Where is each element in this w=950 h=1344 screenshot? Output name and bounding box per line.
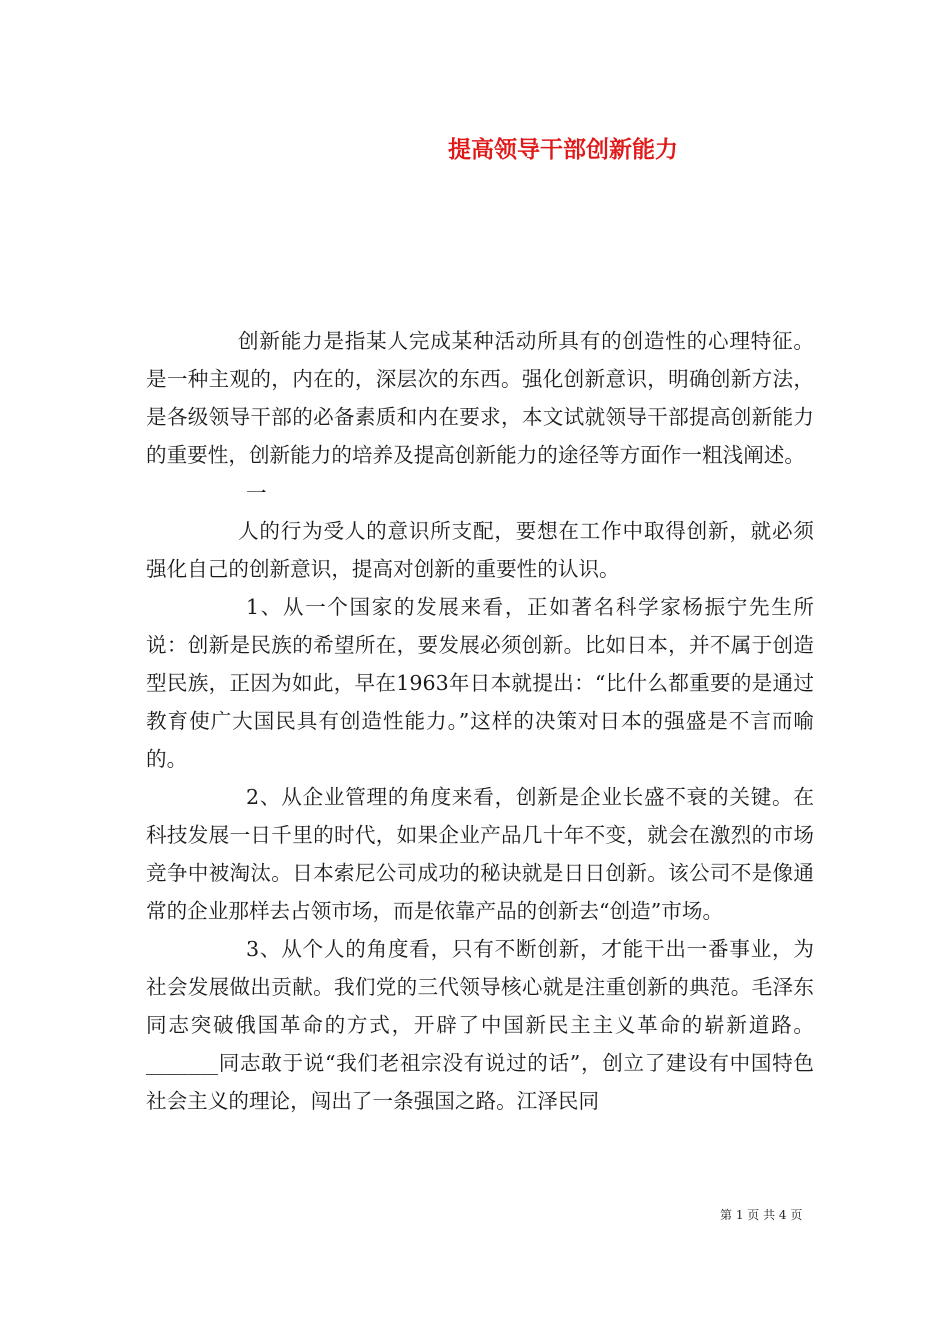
document-body [146, 322, 814, 1120]
intro-paragraph: 创新能力是指某人完成某种活动所具有的创造性的心理特征。是一种主观的，内在的，深层次的东西。强化创新意识，明确创新方法，是各级领导干部的必备素质和内在要求，本文试就领导干部提高创新能力的重要性，创新能力的培养及提高创新能力的途径等方面作一粗浅阐述。 [146, 329, 814, 467]
page-footer: 第 1 页 共 4 页 [720, 1208, 803, 1222]
document-title: 提高领导干部创新能力 [448, 136, 678, 163]
paragraph-point-2: 2、从企业管理的角度来看，创新是企业长盛不衰的关键。在科技发展一日千里的时代，如果企业产品几十年不变，就会在激烈的市场竞争中被淘汰。日本索尼公司成功的秘诀就是日日创新。该公司不是像通常的企业那样去占领市场，而是依靠产品的创新去“创造”市场。 [146, 785, 814, 923]
section-heading-one: 一 [246, 481, 267, 505]
paragraph-point-3: 3、从个人的角度看，只有不断创新，才能干出一番事业，为社会发展做出贡献。我们党的三代领导核心就是注重创新的典范。毛泽东同志突破俄国革命的方式，开辟了中国新民主主义革命的崭新道路。_______同志敢于说“我们老祖宗没有说过的话”，创立了建设有中国特色社会主义的理论，闯出了一条强国之路。江泽民同 [146, 937, 814, 1113]
paragraph-point-1: 1、从一个国家的发展来看，正如著名科学家杨振宁先生所说：创新是民族的希望所在，要发展必须创新。比如日本，并不属于创造型民族，正因为如此，早在1963年日本就提出：“比什么都重要的是通过教育使广大国民具有创造性能力。”这样的决策对日本的强盛是不言而喻的。 [146, 595, 814, 771]
paragraph-awareness: 人的行为受人的意识所支配，要想在工作中取得创新，就必须强化自己的创新意识，提高对创新的重要性的认识。 [146, 519, 814, 581]
